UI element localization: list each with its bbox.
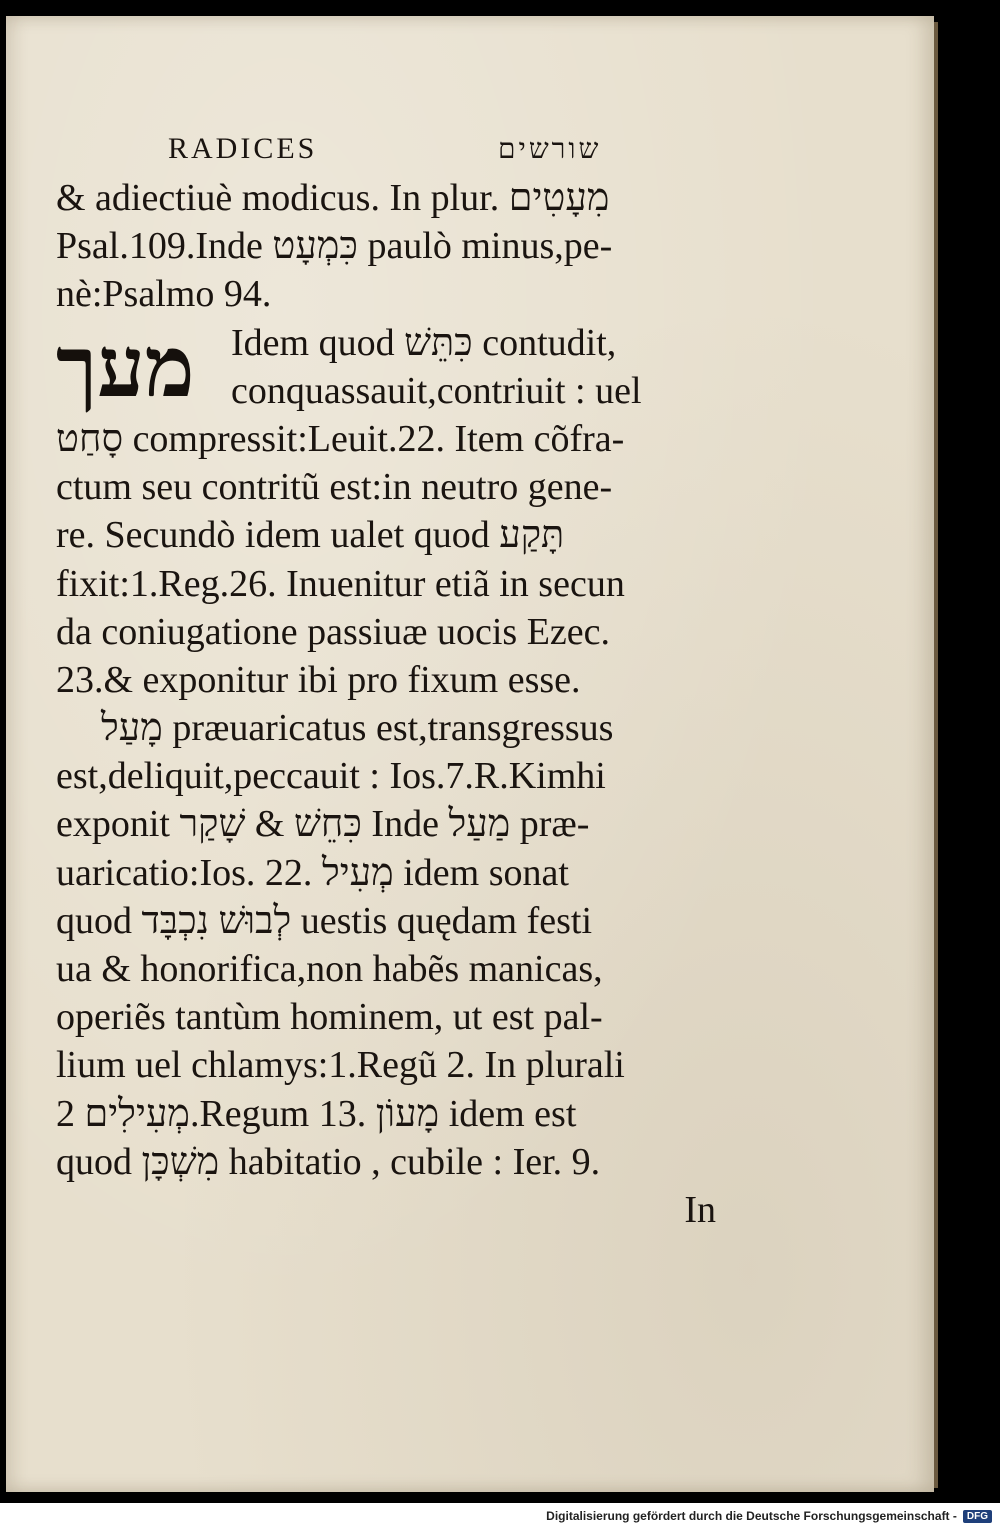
text-line: & adiectiuè modicus. In plur. מִעָטִים bbox=[56, 177, 610, 219]
text-line: 23.& exponitur ibi pro fixum esse. bbox=[56, 658, 581, 701]
text-line: Psal.109.Inde כִּמְעָט paulò minus,pe- bbox=[56, 225, 613, 268]
header-hebrew: שורשים bbox=[498, 132, 602, 165]
dfg-logo: DFG bbox=[963, 1510, 992, 1523]
book-page bbox=[6, 16, 934, 1492]
text-line: nè:Psalmo 94. bbox=[56, 273, 272, 316]
page-edge bbox=[934, 22, 938, 1488]
text-line: ctum seu contritũ est:in neutro gene- bbox=[56, 466, 613, 509]
text-line: quod לְבוּשׁ נִכְבָּד uestis quędam festi bbox=[56, 899, 593, 942]
text-line: quod מִשְׁכָּן habitatio , cubile : Ier. 9. bbox=[56, 1140, 601, 1183]
header-latin: RADICES bbox=[168, 132, 318, 165]
text-line: uaricatio:Ios. 22. מְעִיל idem sonat bbox=[56, 851, 569, 894]
text-line: מְעִילִים 2.Regum 13. מָעוֹן idem est bbox=[56, 1092, 577, 1135]
footer-text: Digitalisierung gefördert durch die Deutsche Forschungsgemeinschaft - bbox=[546, 1509, 957, 1523]
running-header bbox=[56, 132, 716, 174]
text-block bbox=[56, 132, 716, 1234]
digitization-footer bbox=[0, 1503, 1000, 1529]
text-line: מָעַל præuaricatus est,transgressus bbox=[101, 707, 614, 750]
text-line: סָחַט compressit:Leuit.22. Item cõfra- bbox=[56, 417, 625, 460]
drop-word-hebrew: מעך bbox=[56, 317, 195, 416]
text-line: lium uel chlamys:1.Regũ 2. In plurali bbox=[56, 1044, 625, 1087]
text-line: fixit:1.Reg.26. Inuenitur etiã in secun bbox=[56, 562, 625, 605]
text-line: exponit כִּחֵשׁ & שָׁקַר Inde מַעַל præ- bbox=[56, 803, 590, 846]
catchword: In bbox=[684, 1188, 716, 1231]
text-line: ua & honorifica,non habẽs manicas, bbox=[56, 948, 603, 990]
text-line: operiẽs tantùm hominem, ut est pal- bbox=[56, 996, 603, 1039]
text-line: est,deliquit,peccauit : Ios.7.R.Kimhi bbox=[56, 755, 606, 798]
text-line: Idem quod כִּתֵּשׁ contudit, bbox=[231, 321, 617, 364]
text-line: conquassauit,contriuit : uel bbox=[231, 369, 642, 412]
text-line: re. Secundò idem ualet quod תָּקַע bbox=[56, 514, 565, 557]
text-line: da coniugatione passiuæ uocis Ezec. bbox=[56, 610, 611, 653]
